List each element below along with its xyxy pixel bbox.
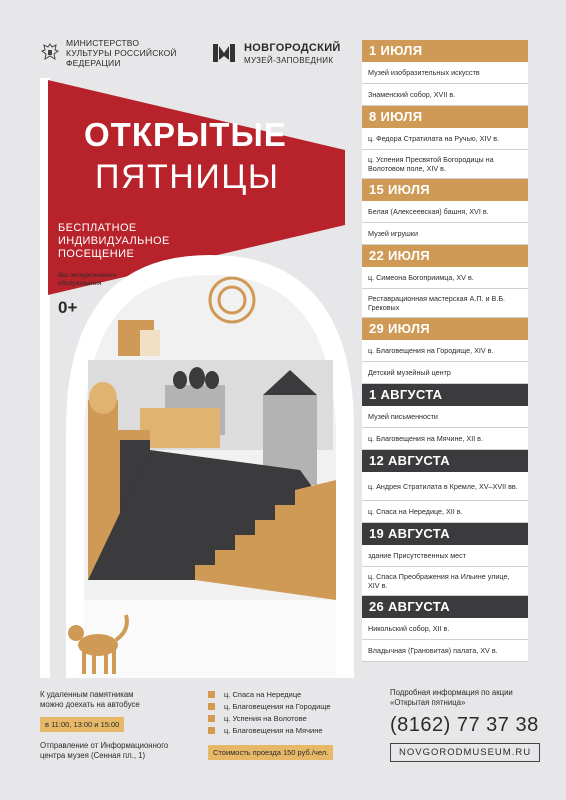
- title-line1: ОТКРЫТЫЕ: [84, 116, 287, 153]
- schedule-item: здание Присутственных мест: [362, 545, 528, 567]
- schedule-item: Музей игрушки: [362, 223, 528, 245]
- square-bullet-icon: [208, 727, 215, 734]
- schedule-date-header: 19 АВГУСТА: [362, 523, 528, 545]
- info-text: [390, 688, 513, 708]
- departure-info: [40, 741, 168, 761]
- bottom-info: [0, 678, 566, 800]
- schedule-date-header: 1 ИЮЛЯ: [362, 40, 528, 62]
- schedule-item: ц. Симеона Богоприимца, XV в.: [362, 267, 528, 289]
- schedule-item: ц. Успения Пресвятой Богородицы на Волотовом поле, XIV в.: [362, 150, 528, 179]
- schedule-item: ц. Федора Стратилата на Ручью, XIV в.: [362, 128, 528, 150]
- schedule-item: Реставрационная мастерская А.П. и В.Б. Грековых: [362, 289, 528, 318]
- website-link[interactable]: NOVGORODMUSEUM.RU: [390, 743, 540, 762]
- bus-line1: К удаленным памятникам: [40, 690, 134, 699]
- route-list: [208, 688, 331, 736]
- list-item: ц. Спаса на Нередице: [208, 688, 331, 700]
- schedule-item: Музей письменности: [362, 406, 528, 428]
- info-line2: «Открытая пятница»: [390, 698, 466, 707]
- schedule-item: ц. Благовещения на Мячине, XII в.: [362, 428, 528, 450]
- subtitle-line2: ИНДИВИДУАЛЬНОЕ: [58, 235, 170, 247]
- ministry-name: МИНИСТЕРСТВО КУЛЬТУРЫ РОССИЙСКОЙ ФЕДЕРАЦИИ: [66, 38, 177, 68]
- departure-line1: Отправление от Информационного: [40, 741, 169, 750]
- bus-line2: можно доехать на автобусе: [40, 700, 140, 709]
- list-item: ц. Благовещения на Городище: [208, 700, 331, 712]
- schedule-item: Никольский собор, XII в.: [362, 618, 528, 640]
- schedule-item: Владычная (Грановитая) палата, XV в.: [362, 640, 528, 662]
- list-item: ц. Успения на Волотове: [208, 712, 331, 724]
- museum-name: НОВГОРОДСКИЙ: [244, 41, 341, 54]
- schedule: [362, 40, 528, 662]
- square-bullet-icon: [208, 715, 215, 722]
- departure-line2: центра музея (Сенная пл., 1): [40, 751, 146, 760]
- list-item: ц. Благовещения на Мячине: [208, 724, 331, 736]
- bus-times: в 11:00, 13:00 и 15:00: [40, 717, 124, 732]
- museum-subtitle: МУЗЕЙ-ЗАПОВЕДНИК: [244, 55, 334, 65]
- schedule-item: ц. Андрея Стратилата в Кремле, XV–XVII вв.: [362, 472, 528, 501]
- subtitle-line3: ПОСЕЩЕНИЕ: [58, 248, 135, 260]
- square-bullet-icon: [208, 691, 215, 698]
- schedule-date-header: 8 ИЮЛЯ: [362, 106, 528, 128]
- schedule-date-header: 12 АВГУСТА: [362, 450, 528, 472]
- schedule-date-header: 22 ИЮЛЯ: [362, 245, 528, 267]
- subtitle: [58, 222, 170, 261]
- schedule-date-header: 1 АВГУСТА: [362, 384, 528, 406]
- subtitle-line1: БЕСПЛАТНОЕ: [58, 222, 137, 234]
- fare: Стоимость проезда 150 руб./чел.: [208, 745, 333, 760]
- schedule-item: ц. Спаса на Нередице, XII в.: [362, 501, 528, 523]
- title-line2: ПЯТНИЦЫ: [95, 158, 280, 196]
- schedule-item: Детский музейный центр: [362, 362, 528, 384]
- square-bullet-icon: [208, 703, 215, 710]
- schedule-date-header: 29 ИЮЛЯ: [362, 318, 528, 340]
- schedule-item: ц. Благовещения на Городище, XIV в.: [362, 340, 528, 362]
- schedule-item: ц. Спаса Преображения на Ильине улице, XIV в.: [362, 567, 528, 596]
- schedule-item: Знаменский собор, XVII в.: [362, 84, 528, 106]
- schedule-date-header: 15 ИЮЛЯ: [362, 179, 528, 201]
- schedule-item: Белая (Алексеевская) башня, XVI в.: [362, 201, 528, 223]
- info-line1: Подробная информация по акции: [390, 688, 513, 697]
- age-rating: 0+: [58, 298, 78, 317]
- excursion-note: без экскурсионного обслуживания: [58, 272, 117, 287]
- schedule-date-header: 26 АВГУСТА: [362, 596, 528, 618]
- schedule-item: Музей изобразительных искусств: [362, 62, 528, 84]
- bus-info: [40, 690, 140, 710]
- phone-number[interactable]: (8162) 77 37 38: [390, 714, 539, 736]
